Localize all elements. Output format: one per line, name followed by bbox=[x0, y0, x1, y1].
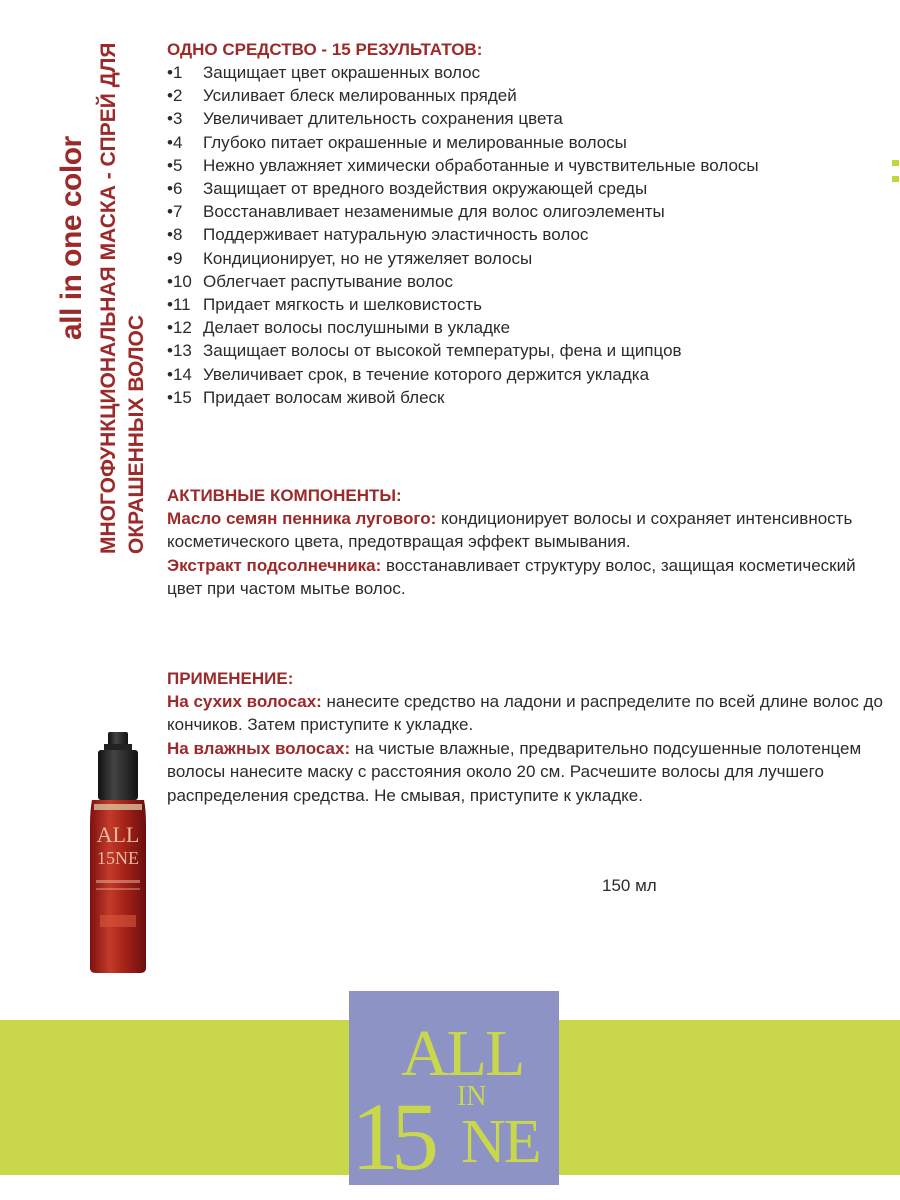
list-item bbox=[167, 200, 887, 223]
active-item-text: кондиционирует волосы и сохраняет интенсивность косметического цвета, предотвращая эффект вымывания. bbox=[167, 509, 853, 552]
active-item bbox=[167, 554, 887, 601]
active-components-section bbox=[167, 484, 887, 601]
svg-text:ALL: ALL bbox=[96, 822, 140, 847]
product-volume: 150 мл bbox=[602, 876, 657, 895]
dot-mark bbox=[892, 160, 899, 166]
item-number: •3 bbox=[167, 109, 183, 129]
logo-fifteen: 15 bbox=[351, 1083, 431, 1190]
item-number: •6 bbox=[167, 179, 183, 199]
item-text: Нежно увлажняет химически обработанные и чувствительные волосы bbox=[203, 155, 759, 175]
item-text: Защищает от вредного воздействия окружающей среды bbox=[203, 179, 648, 199]
subtitle-line-1: МНОГОФУНКЦИОНАЛЬНАЯ МАСКА - СПРЕЙ ДЛЯ bbox=[97, 42, 120, 554]
item-text: Поддерживает натуральную эластичность волос bbox=[203, 225, 589, 245]
item-text: Глубоко питает окрашенные и мелированные волосы bbox=[203, 132, 627, 152]
list-item bbox=[167, 107, 887, 130]
list-item bbox=[167, 177, 887, 200]
list-item bbox=[167, 339, 887, 362]
decorative-dots bbox=[886, 160, 900, 192]
list-item bbox=[167, 61, 887, 84]
item-text: Усиливает блеск мелированных прядей bbox=[203, 86, 517, 106]
item-number: •11 bbox=[167, 295, 191, 315]
active-heading: АКТИВНЫЕ КОМПОНЕНТЫ: bbox=[167, 486, 402, 505]
item-number: •2 bbox=[167, 86, 183, 106]
product-bottle-image bbox=[78, 730, 158, 975]
brand-logo bbox=[349, 991, 559, 1190]
item-text: Защищает цвет окрашенных волос bbox=[203, 63, 481, 82]
list-item bbox=[167, 316, 887, 339]
item-number: •5 bbox=[167, 155, 183, 175]
item-text: Увеличивает длительность сохранения цвета bbox=[203, 109, 563, 129]
list-item bbox=[167, 293, 887, 316]
list-item bbox=[167, 223, 887, 246]
item-number: •12 bbox=[167, 318, 192, 338]
item-number: •8 bbox=[167, 225, 183, 245]
dot-mark bbox=[892, 176, 899, 182]
svg-text:15NE: 15NE bbox=[97, 848, 139, 868]
item-number: •4 bbox=[167, 132, 183, 152]
active-item-text: восстанавливает структуру волос, защищая косметический цвет при частом мытье волос. bbox=[167, 555, 856, 599]
results-heading: ОДНО СРЕДСТВО - 15 РЕЗУЛЬТАТОВ: bbox=[167, 40, 483, 59]
item-text: Облегчает распутывание волос bbox=[203, 271, 453, 291]
list-item bbox=[167, 363, 887, 386]
item-text: Придает мягкость и шелковистость bbox=[203, 295, 482, 315]
side-subtitle bbox=[96, 42, 156, 562]
list-item bbox=[167, 131, 887, 154]
apply-item bbox=[167, 737, 887, 807]
item-number: •9 bbox=[167, 248, 183, 268]
apply-item bbox=[167, 690, 887, 737]
item-text: Придает волосам живой блеск bbox=[203, 387, 445, 407]
active-item-lead: Экстракт подсолнечника: bbox=[167, 555, 382, 575]
active-item bbox=[167, 507, 887, 554]
apply-item-lead: На влажных волосах: bbox=[167, 738, 351, 758]
item-number: •15 bbox=[167, 387, 192, 407]
application-section bbox=[167, 667, 887, 807]
subtitle-line-2: ОКРАШЕННЫХ ВОЛОС bbox=[125, 314, 148, 554]
list-item bbox=[167, 154, 887, 177]
active-item-lead: Масло семян пенника лугового: bbox=[167, 509, 437, 528]
item-text: Увеличивает срок, в течение которого держится укладка bbox=[203, 364, 650, 384]
list-item bbox=[167, 247, 887, 270]
item-text: Кондиционирует, но не утяжеляет волосы bbox=[203, 248, 533, 268]
logo-ne: NE bbox=[461, 1108, 540, 1176]
logo-in: IN bbox=[457, 1081, 487, 1112]
apply-item-text: на чистые влажные, предварительно подсушенные полотенцем волосы нанесите маску с расстояния около 20 см. Расчешите волосы для лучшего распределения средства. Не смывая, приступите к укладке. bbox=[167, 738, 862, 805]
item-text: Восстанавливает незаменимые для волос олигоэлементы bbox=[203, 202, 665, 222]
apply-item-lead: На сухих волосах: bbox=[167, 692, 322, 711]
item-text: Делает волосы послушными в укладке bbox=[203, 318, 511, 338]
item-number: •14 bbox=[167, 364, 192, 384]
list-item bbox=[167, 386, 887, 409]
item-number: •1 bbox=[167, 63, 183, 82]
list-item bbox=[167, 270, 887, 293]
results-list bbox=[167, 61, 887, 409]
item-text: Защищает волосы от высокой температуры, фена и щипцов bbox=[203, 341, 682, 361]
item-number: •7 bbox=[167, 202, 183, 222]
brand-name: all in one color bbox=[55, 136, 88, 340]
apply-item-text: нанесите средство на ладони и распределите по всей длине волос до кончиков. Затем приступите к укладке. bbox=[167, 692, 883, 735]
item-number: •13 bbox=[167, 341, 192, 361]
list-item bbox=[167, 84, 887, 107]
side-brand-title bbox=[52, 40, 92, 340]
item-number: •10 bbox=[167, 271, 192, 291]
apply-heading: ПРИМЕНЕНИЕ: bbox=[167, 669, 294, 688]
results-section bbox=[167, 38, 887, 409]
logo-all: ALL bbox=[401, 1017, 524, 1090]
